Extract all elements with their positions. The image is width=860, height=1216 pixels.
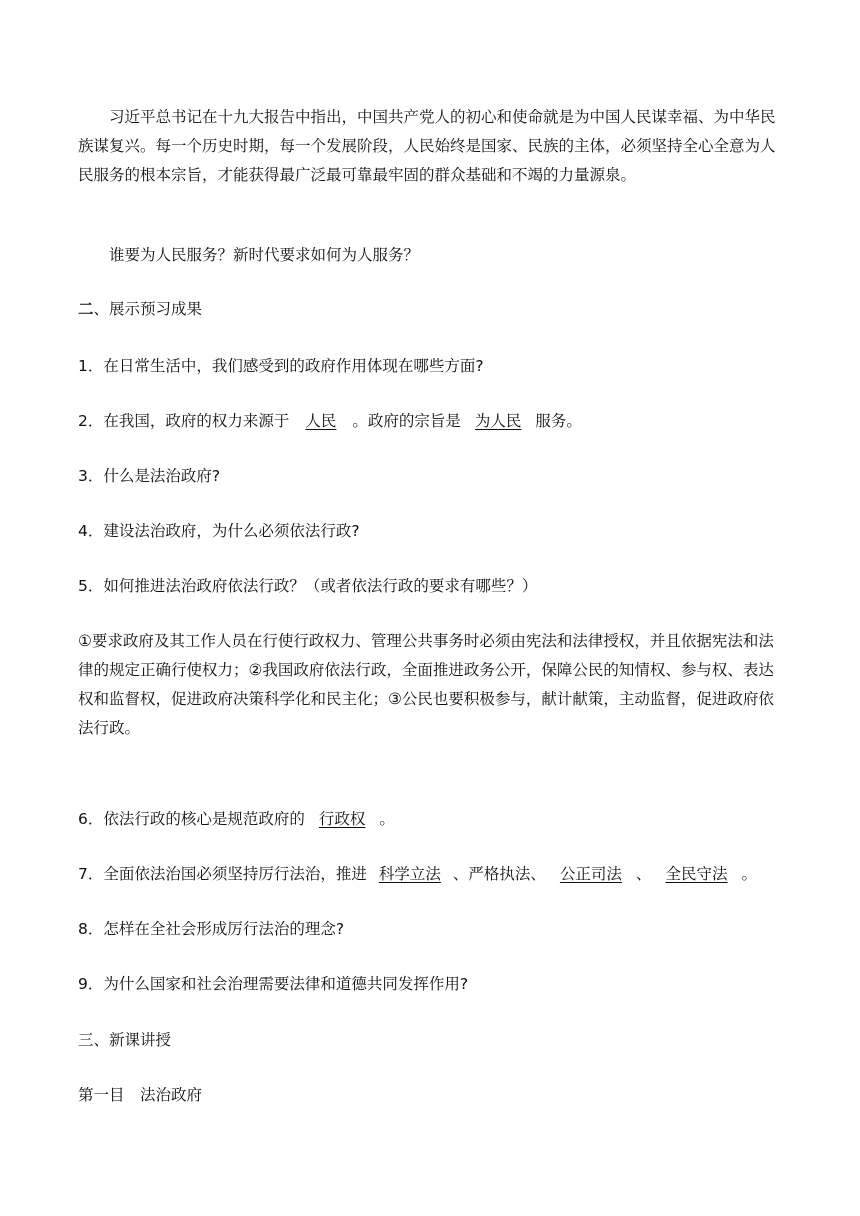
section-title: 、展示预习成果 [93, 300, 203, 318]
intro-paragraph: 习近平总书记在十九大报告中指出，中国共产党人的初心和使命就是为中国人民谋幸福、为中华民族谋复兴。每一个历史时期，每一个发展阶段，人民始终是国家、民族的主体，必须坚持全心全意为人民服务的根本宗旨，才能获得最广泛最可靠最牢固的群众基础和不竭的力量源泉。 [78, 108, 776, 184]
question-5: 5．如何推进法治政府依法行政？（或者依法行政的要求有哪些？） [78, 577, 538, 595]
question-8: 8．怎样在全社会形成厉行法治的理念? [78, 920, 345, 938]
question-7-prefix: 7．全面依法治国必须坚持厉行法治，推进 [78, 865, 367, 883]
question-6-prefix: 6．依法行政的核心是规范政府的 [78, 810, 305, 828]
answer-blank: 为人民 [474, 412, 522, 430]
section-heading-3: 三、新课讲授 [78, 1031, 172, 1049]
question-6 [78, 808, 798, 830]
question-1: 1．在日常生活中，我们感受到的政府作用体现在哪些方面? [78, 357, 484, 375]
question-7-separator: 、 [635, 865, 652, 883]
answer-blank: 公正司法 [559, 865, 622, 883]
subsection-heading: 第一目 法治政府 [78, 1086, 203, 1104]
question-7 [78, 863, 798, 885]
question-6-suffix: 。 [379, 810, 395, 828]
answer-blank: 全民守法 [665, 865, 728, 883]
section-number: 二 [78, 300, 94, 318]
question-2-middle: 。政府的宗旨是 [352, 412, 461, 430]
question-3: 3．什么是法治政府? [78, 467, 221, 485]
answer-5: ①要求政府及其工作人员在行使行政权力、管理公共事务时必须由宪法和法律授权，并且依据宪法和法律的规定正确行使权力；②我国政府依法行政，全面推进政务公开，保障公民的知情权、参与权、表达权和监督权，促进政府决策科学化和民主化；③公民也要积极参与，献计献策，主动监督，促进政府依法行政。 [78, 632, 774, 737]
section-heading-2 [78, 298, 798, 320]
answer-blank: 行政权 [318, 810, 366, 828]
question-2-suffix: 服务。 [535, 412, 582, 430]
question-4: 4．建设法治政府，为什么必须依法行政? [78, 522, 360, 540]
answer-blank: 人民 [305, 412, 337, 430]
question-7-separator: 、严格执法、 [452, 865, 546, 883]
question-7-suffix: 。 [741, 865, 757, 883]
question-9: 9．为什么国家和社会治理需要法律和道德共同发挥作用? [78, 975, 469, 993]
question-2 [78, 410, 798, 432]
answer-blank: 科学立法 [378, 865, 441, 883]
question-2-prefix: 2．在我国，政府的权力来源于 [78, 412, 290, 430]
intro-question: 谁要为人民服务？新时代要求如何为人服务？ [109, 246, 420, 264]
